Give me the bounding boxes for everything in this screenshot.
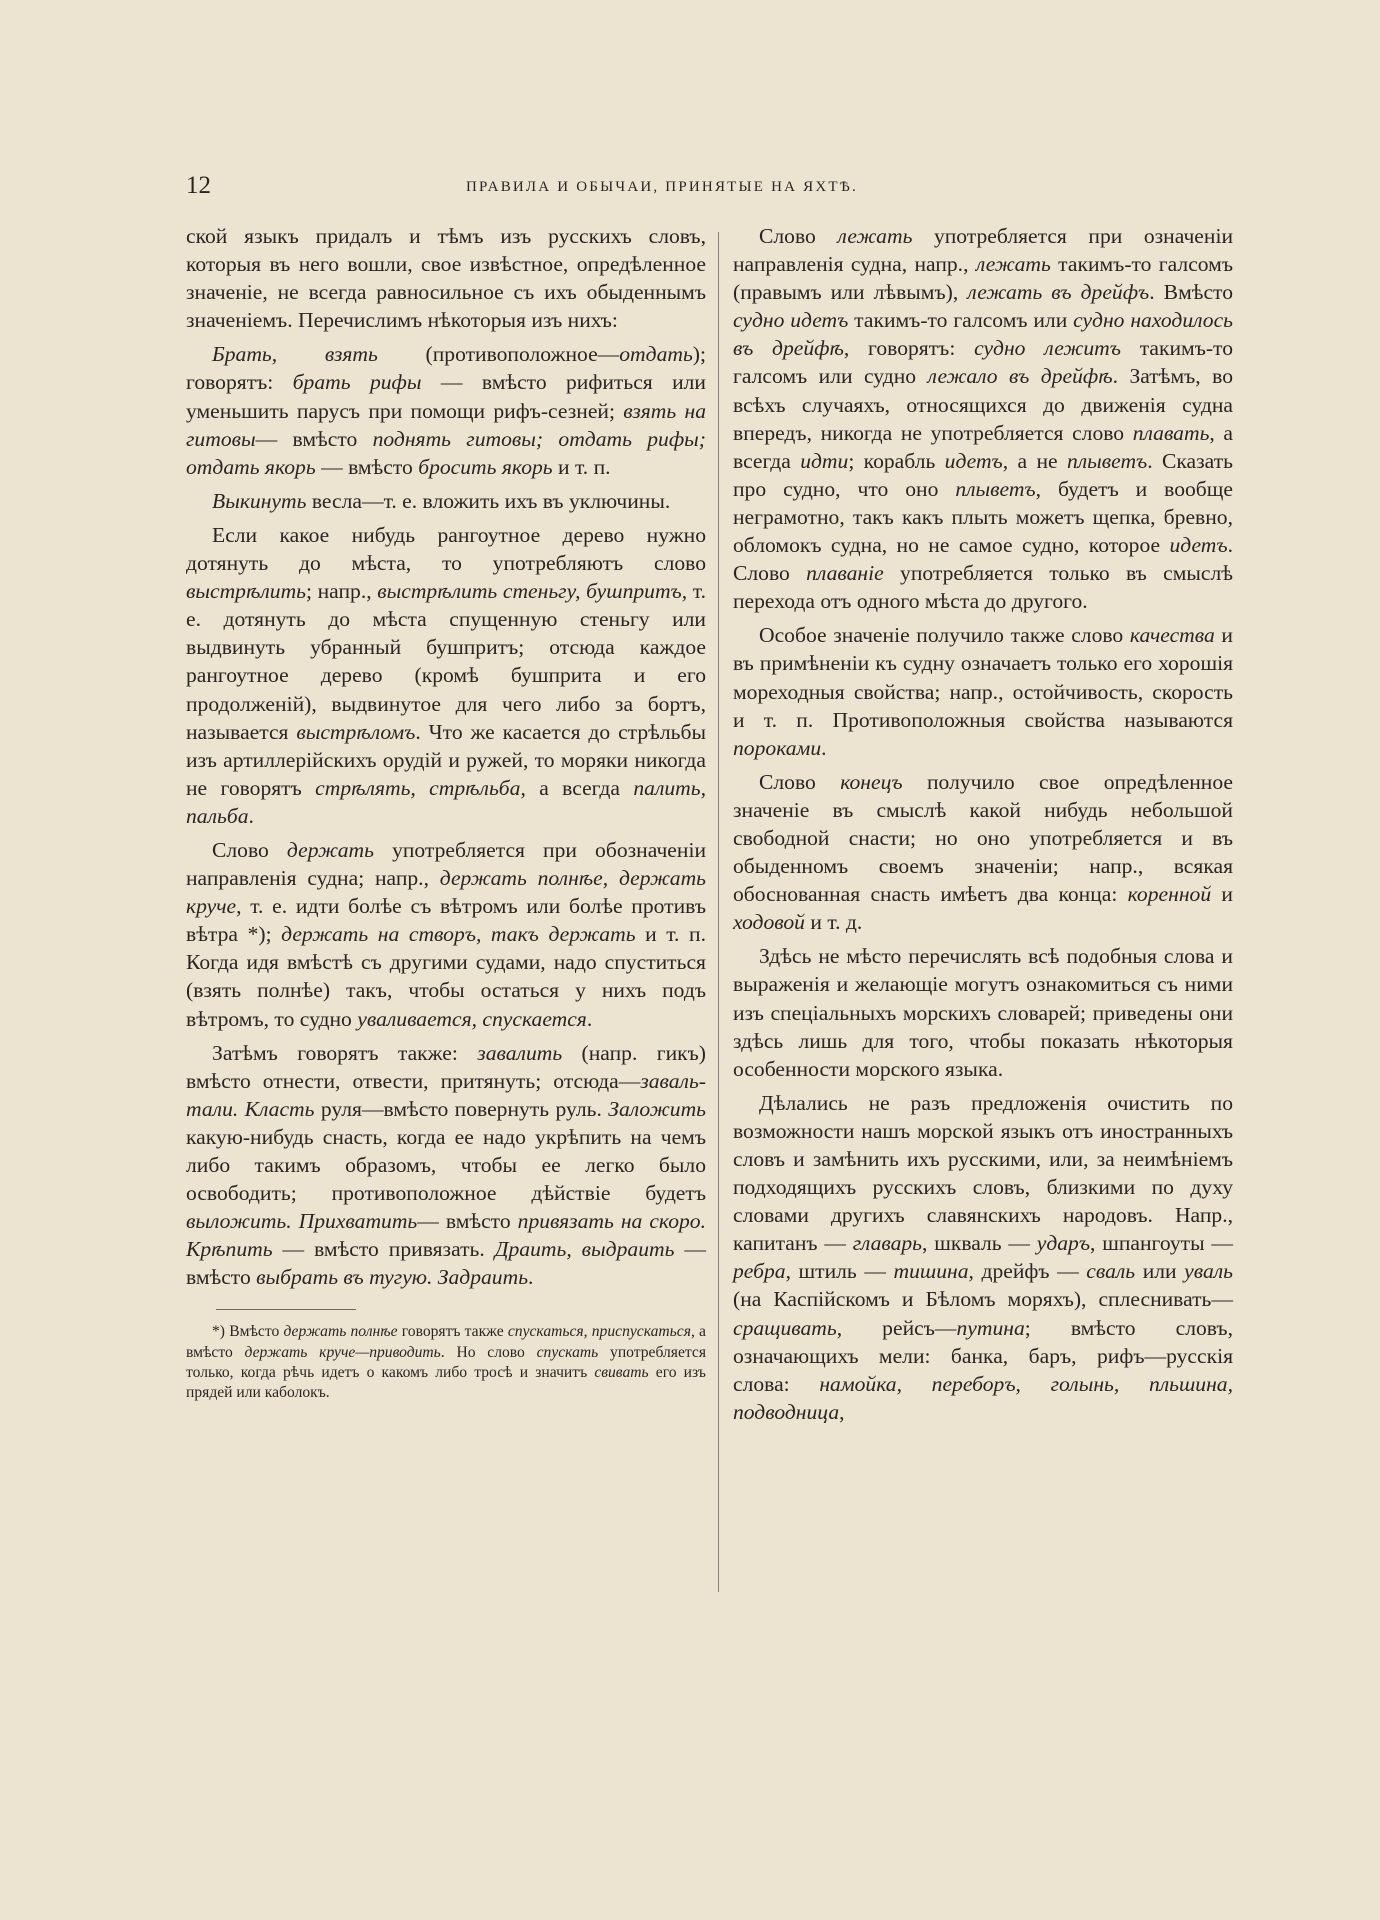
italic-term: выстрѣломъ: [296, 719, 416, 744]
italic-term: спускаться, приспускаться: [507, 1323, 691, 1341]
italic-term: выстрѣлить: [186, 579, 307, 604]
footnote: *) Вмѣсто держать полнѣе говорятъ также спускаться, приспускаться, а вмѣсто держать круче—приводить. Но слово спускать употребляется только, когда рѣчь идетъ о какомъ либо тросѣ и значитъ свивать его изъ прядей или каболокъ.: [186, 1323, 706, 1402]
italic-term: стрѣлять, стрѣльба: [315, 775, 521, 800]
italic-term: лежать въ дрейфъ: [967, 280, 1150, 305]
italic-term: качества: [1129, 623, 1215, 648]
italic-term: выложить. Прихватить: [186, 1209, 418, 1234]
italic-term: ребра: [733, 1259, 786, 1284]
paragraph: Особое значеніе получило также слово качества и въ примѣненіи къ судну означаетъ только его хорошія мореходныя свойства; напр., остойчивость, скорость и т. п. Противоположныя свойства называются пороками.: [733, 623, 1233, 760]
paragraph: Выкинуть весла—т. е. вложить ихъ въ уключины.: [212, 488, 671, 513]
italic-term: палить, пальба: [186, 775, 707, 828]
italic-term: коренной: [1127, 882, 1212, 907]
italic-term: путина: [956, 1315, 1025, 1340]
paragraph: Слово лежать употребляется при означеніи направленія судна, напр., лежать такимъ-то галсомъ (правымъ или лѣвымъ), лежать въ дрейфъ. Вмѣсто судно идетъ такимъ-то галсомъ или судно находилось въ дрейфѣ, говорятъ: судно лежитъ такимъ-то галсомъ или судно лежало въ дрейфѣ. Затѣмъ, во всѣхъ случаяхъ, относящихся до движенія судна впередъ, никогда не употребляется слово плавать, а всегда идти; корабль идетъ, а не плыветъ. Сказать про судно, что оно плыветъ, будетъ и вообще неграмотно, такъ какъ плыть можетъ щепка, бревно, обломокъ судна, но не самое судно, которое идетъ. Слово плаваніе употребляется только въ смыслѣ перехода отъ одного мѣста до другого.: [733, 224, 1234, 614]
italic-term: намойка, переборъ, голынь, пльшина, подводница: [733, 1371, 1233, 1424]
italic-term: тишина: [893, 1259, 969, 1284]
italic-term: сращивать: [733, 1315, 837, 1340]
italic-term: лежать: [837, 224, 913, 248]
italic-term: главарь: [852, 1231, 923, 1256]
italic-term: брать рифы: [292, 370, 422, 395]
page-header: [186, 172, 1236, 202]
italic-term: уваль: [1184, 1259, 1233, 1284]
italic-term: ходовой: [733, 910, 805, 935]
italic-term: лежать: [975, 252, 1051, 277]
column-divider: [718, 232, 719, 1592]
italic-term: идетъ: [1169, 533, 1228, 558]
paragraph: Брать, взять (противоположное—отдать); говорятъ: брать рифы — вмѣсто рифиться или уменьшить парусъ при помощи рифъ-сезней; взять на гитовы— вмѣсто поднять гитовы; отдать рифы; отдать якорь — вмѣсто бросить якорь и т. п.: [186, 342, 706, 479]
italic-term: плавать: [1132, 420, 1210, 445]
page-number: 12: [186, 172, 211, 199]
left-column: [186, 222, 706, 1409]
paragraph: Если какое нибудь рангоутное дерево нужно дотянуть до мѣста, то употребляютъ слово выстрѣлить; напр., выстрѣлить стеньгу, бушпритъ, т. е. дотянуть до мѣста спущенную стеньгу или выдвинуть убранный бушпритъ; отсюда каждое рангоутное дерево (кромѣ бушприта и его продолженій), выдвинутое для чего либо за бортъ, называется выстрѣломъ. Что же касается до стрѣльбы изъ артиллерійскихъ орудій и ружей, то моряки никогда не говорятъ стрѣлять, стрѣльба, а всегда палить, пальба.: [186, 522, 707, 828]
italic-term: спускать: [536, 1343, 599, 1361]
italic-term: пороками: [733, 735, 822, 760]
italic-term: свивать: [594, 1363, 649, 1381]
paragraph: Слово держать употребляется при обозначеніи направленія судна; напр., держать полнѣе, держать круче, т. е. идти болѣе съ вѣтромъ или болѣе противъ вѣтра *); держать на створъ, такъ держать и т. п. Когда идя вмѣстѣ съ другими судами, надо спуститься (взять полнѣе) такъ, чтобы остаться у нихъ подъ вѣтромъ, то судно уваливается, спускается.: [186, 837, 706, 1031]
italic-term: держать на створъ, такъ держать: [281, 922, 636, 947]
paragraph: Слово конецъ получило свое опредѣленное значеніе въ смыслѣ какой нибудь небольшой свободной снасти; но оно употребляется и въ обыденномъ своемъ значеніи; напр., всякая обоснованная снасть имѣетъ два конца: коренной и ходовой и т. д.: [733, 769, 1233, 935]
italic-term: уваливается, спускается: [357, 1006, 587, 1031]
italic-term: конецъ: [840, 769, 903, 794]
italic-term: судно идетъ: [733, 308, 849, 333]
paragraph: Дѣлались не разъ предложенія очистить по возможности нашъ морской языкъ отъ иностранныхъ словъ и замѣнить ихъ русскими, или, за неимѣніемъ подходящихъ русскихъ словъ, близкими по духу словами другихъ славянскихъ народовъ. Напр., капитанъ — главарь, шкваль — ударъ, шпангоуты — ребра, штиль — тишина, дрейфъ — сваль или уваль (на Каспійскомъ и Бѣломъ моряхъ), сплеснивать—сращивать, рейсъ—путина; вмѣсто словъ, означающихъ мели: банка, баръ, рифъ—русскія слова: намойка, переборъ, голынь, пльшина, подводница,: [733, 1090, 1233, 1424]
italic-term: выстрѣлить стеньгу, бушпритъ: [377, 579, 682, 604]
italic-term: отдать: [619, 342, 693, 367]
italic-term: поднять гитовы; отдать рифы; отдать якорь: [186, 426, 706, 479]
paragraph: Затѣмъ говорятъ также: завалить (напр. гикъ) вмѣсто отнести, отвести, притянуть; отсюда—заваль-тали. Класть руля—вмѣсто повернуть руль. Заложить какую-нибудь снасть, когда ее надо укрѣпить на чемъ либо такимъ образомъ, чтобы ее легко было освободить; противоположное дѣйствіе будетъ выложить. Прихватить— вмѣсто привязать на скоро. Крѣпить — вмѣсто привязать. Драить, выдраить — вмѣсто выбрать въ тугую. Задраить.: [186, 1040, 706, 1290]
italic-term: взять на гитовы: [186, 398, 706, 451]
italic-term: плаваніе: [806, 561, 884, 586]
italic-term: Заложить: [608, 1096, 706, 1121]
italic-term: судно лежитъ: [974, 336, 1121, 361]
italic-term: завалить: [477, 1040, 563, 1065]
italic-term: Драить, выдраить: [494, 1237, 675, 1262]
paragraph: Здѣсь не мѣсто перечислять всѣ подобныя слова и выраженія и желающіе могутъ ознакомиться съ ними изъ спеціальныхъ морскихъ словарей; приведены они здѣсь лишь для того, чтобы показать нѣкоторыя особенности морского языка.: [733, 944, 1233, 1081]
paragraph: ской языкъ придалъ и тѣмъ изъ русскихъ словъ, которыя въ него вошли, свое извѣстное, опредѣленное значеніе, не всегда равносильное съ ихъ обыденнымъ значеніемъ. Перечислимъ нѣкоторыя изъ нихъ:: [186, 224, 706, 333]
italic-term: бросить якорь: [418, 454, 553, 479]
right-column: [733, 222, 1233, 1432]
italic-term: лежало въ дрейфѣ: [927, 364, 1113, 389]
italic-term: заваль-тали. Класть: [186, 1068, 706, 1121]
italic-term: идти: [800, 448, 849, 473]
italic-term: плыветъ: [1066, 448, 1148, 473]
italic-term: привязать на скоро. Крѣпить: [186, 1209, 706, 1262]
italic-term: Выкинуть: [212, 488, 307, 513]
italic-term: сваль: [1086, 1259, 1136, 1284]
italic-term: держать: [286, 837, 374, 862]
italic-term: ударъ: [1036, 1231, 1091, 1256]
italic-term: плыветъ: [955, 476, 1036, 501]
footnote-divider: [216, 1309, 356, 1310]
italic-term: держать круче—приводить: [244, 1343, 441, 1361]
italic-term: идетъ: [944, 448, 1003, 473]
italic-term: держать полнѣе: [283, 1323, 398, 1341]
italic-term: выбрать въ тугую. Задраить: [256, 1265, 529, 1290]
italic-term: судно находилось въ дрейфѣ: [733, 308, 1234, 361]
italic-term: держать полнѣе, держать круче: [186, 866, 706, 919]
running-head: ПРАВИЛА И ОБЫЧАИ, ПРИНЯТЫЕ НА ЯХТѢ.: [466, 179, 858, 195]
italic-term: Брать, взять: [212, 342, 378, 367]
